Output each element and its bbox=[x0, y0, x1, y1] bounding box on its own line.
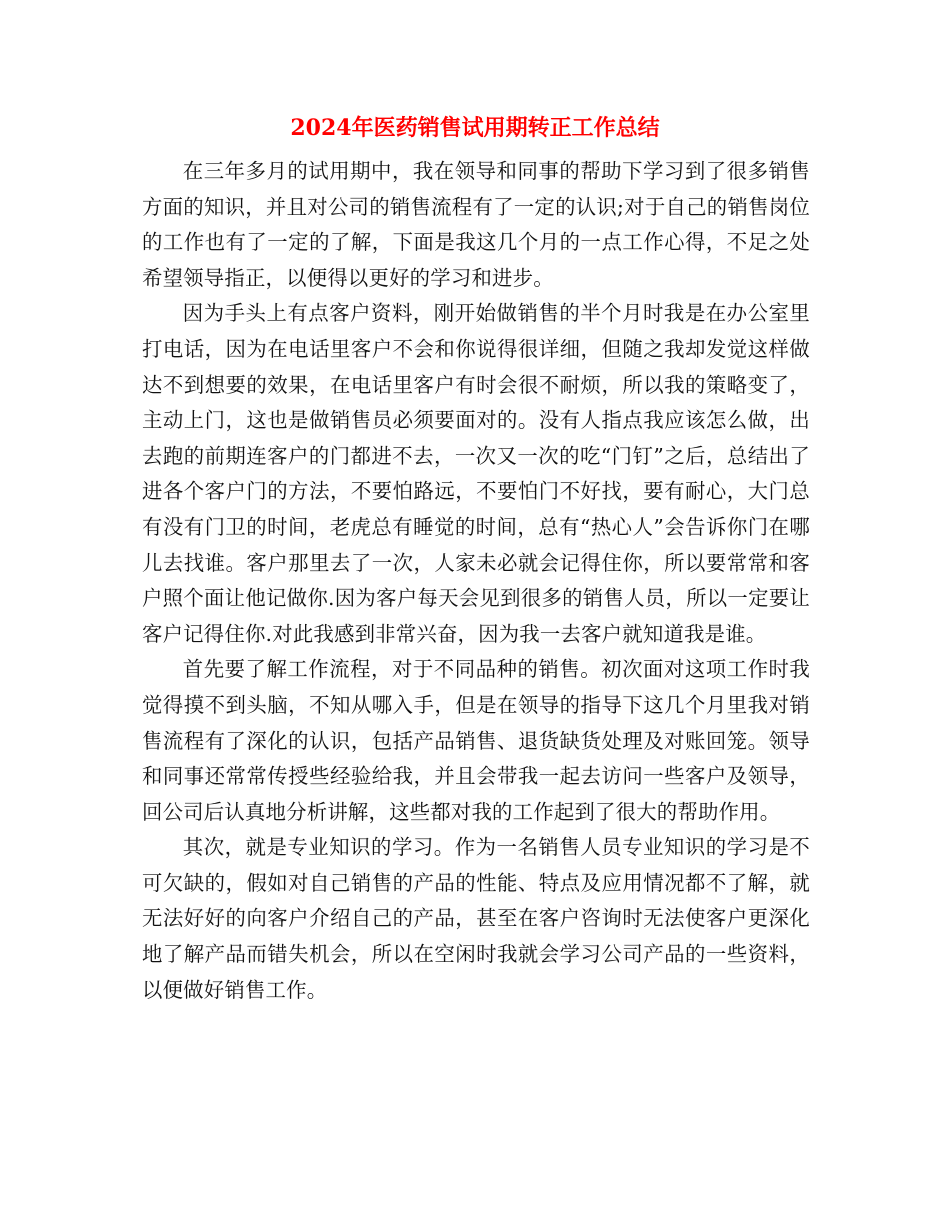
paragraph-4: 其次，就是专业知识的学习。作为一名销售人员专业知识的学习是不可欠缺的，假如对自己销售的产品的性能、特点及应用情况都不了解，就无法好好的向客户介绍自己的产品，甚至在客户咨询时无法使客户更深化地了解产品而错失机会，所以在空闲时我就会学习公司产品的一些资料，以便做好销售工作。 bbox=[142, 835, 810, 1002]
paragraph-1: 在三年多月的试用期中，我在领导和同事的帮助下学习到了很多销售方面的知识，并且对公司的销售流程有了一定的认识;对于自己的销售岗位的工作也有了一定的了解，下面是我这几个月的一点工作心得，不足之处希望领导指正，以便得以更好的学习和进步。 bbox=[142, 159, 810, 290]
paragraph-3: 首先要了解工作流程，对于不同品种的销售。初次面对这项工作时我觉得摸不到头脑，不知从哪入手，但是在领导的指导下这几个月里我对销售流程有了深化的认识，包括产品销售、退货缺货处理及对账回笼。领导和同事还常常传授些经验给我，并且会带我一起去访问一些客户及领导，回公司后认真地分析讲解，这些都对我的工作起到了很大的帮助作用。 bbox=[142, 657, 810, 824]
document-body bbox=[142, 154, 810, 1008]
paragraph-2: 因为手头上有点客户资料，刚开始做销售的半个月时我是在办公室里打电话，因为在电话里客户不会和你说得很详细，但随之我却发觉这样做达不到想要的效果，在电话里客户有时会很不耐烦，所以我的策略变了，主动上门，这也是做销售员必须要面对的。没有人指点我应该怎么做，出去跑的前期连客户的门都进不去，一次又一次的吃“门钉”之后，总结出了进各个客户门的方法，不要怕路远，不要怕门不好找，要有耐心，大门总有没有门卫的时间，老虎总有睡觉的时间，总有“热心人”会告诉你门在哪儿去找谁。客户那里去了一次，人家未必就会记得住你，所以要常常和客户照个面让他记做你.因为客户每天会见到很多的销售人员，所以一定要让客户记得住你.对此我感到非常兴奋，因为我一去客户就知道我是谁。 bbox=[142, 301, 810, 646]
document-title: 2024年医药销售试用期转正工作总结 bbox=[290, 115, 660, 141]
